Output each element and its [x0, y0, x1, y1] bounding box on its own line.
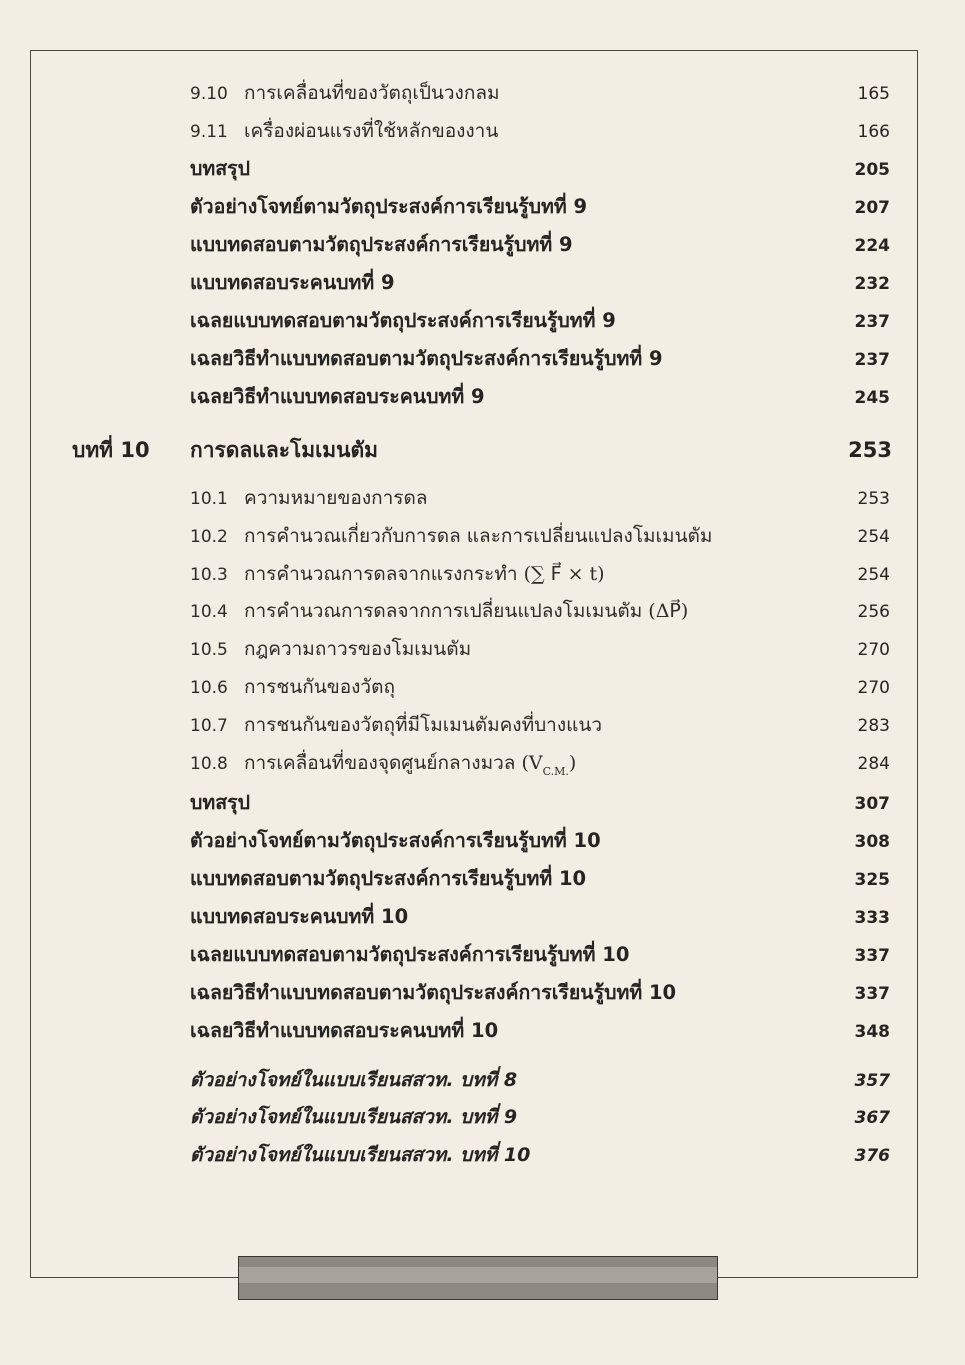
- section-number: 10.4: [190, 602, 228, 622]
- entry-title: การชนกันของวัตถุ: [244, 676, 395, 698]
- page-number: 284: [857, 754, 890, 774]
- entry-title: แบบทดสอบตามวัตถุประสงค์การเรียนรู้บทที่ 9: [190, 233, 573, 256]
- toc-entry-mixed-solutions-9[interactable]: [190, 381, 890, 411]
- toc-entry-9-10[interactable]: [190, 78, 890, 108]
- toc-entry-10-1[interactable]: [190, 483, 890, 513]
- page-number: 165: [857, 84, 890, 104]
- entry-title: แบบทดสอบตามวัตถุประสงค์การเรียนรู้บทที่ 10: [190, 867, 587, 890]
- toc-entry-solutions-10[interactable]: [190, 977, 890, 1007]
- page-number: 253: [857, 489, 890, 509]
- page-number: 237: [854, 350, 890, 370]
- page-number: 254: [857, 565, 890, 585]
- entry-title: ความหมายของการดล: [244, 487, 428, 509]
- toc-entry-examples-10[interactable]: [190, 825, 890, 855]
- toc-entry-10-2[interactable]: [190, 521, 890, 551]
- page-number: 348: [854, 1022, 890, 1042]
- toc-entry-answers-9[interactable]: [190, 305, 890, 335]
- page-number: 325: [854, 870, 890, 890]
- entry-title: การเคลื่อนที่ของวัตถุเป็นวงกลม: [244, 82, 500, 104]
- entry-title: เฉลยแบบทดสอบตามวัตถุประสงค์การเรียนรู้บทที่ 9: [190, 309, 616, 332]
- entry-title: เฉลยวิธีทำแบบทดสอบตามวัตถุประสงค์การเรียนรู้บทที่ 10: [190, 981, 677, 1004]
- entry-title: ตัวอย่างโจทย์ตามวัตถุประสงค์การเรียนรู้บทที่ 10: [190, 829, 601, 852]
- toc-entry-9-11[interactable]: [190, 116, 890, 146]
- impulse-force-formula: (∑ F⃗ × t): [523, 563, 605, 585]
- page-number: 357: [854, 1071, 890, 1091]
- section-number: 10.7: [190, 716, 228, 736]
- section-number: 10.8: [190, 754, 228, 774]
- toc-entry-solutions-9[interactable]: [190, 343, 890, 373]
- toc-entry-mixed-solutions-10[interactable]: [190, 1015, 890, 1045]
- toc-entry-examples-9[interactable]: [190, 191, 890, 221]
- page-number: 308: [854, 832, 890, 852]
- entry-title: การชนกันของวัตถุที่มีโมเมนตัมคงที่บางแนว: [244, 714, 603, 736]
- entry-title: บทสรุป: [190, 157, 250, 180]
- toc-entry-textbook-10[interactable]: [190, 1140, 890, 1170]
- entry-title: ตัวอย่างโจทย์ตามวัตถุประสงค์การเรียนรู้บทที่ 9: [190, 195, 588, 218]
- page-number: 205: [854, 160, 890, 180]
- page-number: 256: [857, 602, 890, 622]
- toc-entry-summary-9[interactable]: [190, 153, 890, 183]
- chapter-label: บทที่ 10: [72, 438, 150, 462]
- page-number: 307: [854, 794, 890, 814]
- page-number: 254: [857, 527, 890, 547]
- section-number: 9.10: [190, 84, 228, 104]
- toc-chapter-10[interactable]: [72, 434, 892, 464]
- chapter-title: การดลและโมเมนตัม: [190, 438, 378, 462]
- page-number: 283: [857, 716, 890, 736]
- section-number: 10.6: [190, 678, 228, 698]
- page-number: 376: [854, 1146, 890, 1166]
- entry-title: แบบทดสอบระคนบทที่ 9: [190, 271, 395, 294]
- entry-title: การคำนวณการดลจากการเปลี่ยนแปลงโมเมนตัม: [244, 600, 643, 622]
- section-number: 9.11: [190, 122, 228, 142]
- toc-entry-mixed-tests-10[interactable]: [190, 901, 890, 931]
- page-number: 333: [854, 908, 890, 928]
- decorative-tab: [238, 1256, 718, 1300]
- toc-entry-tests-10[interactable]: [190, 863, 890, 893]
- page-number: 337: [854, 984, 890, 1004]
- toc-entry-10-3[interactable]: [190, 559, 890, 589]
- page-number: 232: [854, 274, 890, 294]
- toc-entry-textbook-9[interactable]: [190, 1102, 890, 1132]
- entry-title: เฉลยวิธีทำแบบทดสอบตามวัตถุประสงค์การเรียนรู้บทที่ 9: [190, 347, 663, 370]
- entry-title: ตัวอย่างโจทย์ในแบบเรียนสสวท. บทที่ 9: [190, 1106, 518, 1128]
- toc-entry-answers-10[interactable]: [190, 939, 890, 969]
- toc-entry-summary-10[interactable]: [190, 787, 890, 817]
- toc-entry-tests-9[interactable]: [190, 229, 890, 259]
- section-number: 10.5: [190, 640, 228, 660]
- toc-entry-10-6[interactable]: [190, 672, 890, 702]
- toc-entry-10-7[interactable]: [190, 710, 890, 740]
- page-number: 224: [854, 236, 890, 256]
- entry-title: แบบทดสอบระคนบทที่ 10: [190, 905, 409, 928]
- toc-entry-10-5[interactable]: [190, 634, 890, 664]
- entry-title: ตัวอย่างโจทย์ในแบบเรียนสสวท. บทที่ 10: [190, 1144, 531, 1166]
- entry-title: การเคลื่อนที่ของจุดศูนย์กลางมวล: [244, 752, 516, 774]
- entry-title: เครื่องผ่อนแรงที่ใช้หลักของงาน: [244, 120, 499, 142]
- page-number: 207: [854, 198, 890, 218]
- entry-title: บทสรุป: [190, 791, 250, 814]
- entry-title: การคำนวณการดลจากแรงกระทำ: [244, 563, 518, 585]
- center-of-mass-formula: $(V_{C.M.})$: [521, 752, 577, 778]
- page-number: 237: [854, 312, 890, 332]
- entry-title: การคำนวณเกี่ยวกับการดล และการเปลี่ยนแปลงโมเมนตัม: [244, 525, 713, 547]
- entry-title: เฉลยวิธีทำแบบทดสอบระคนบทที่ 10: [190, 1019, 499, 1042]
- entry-title: เฉลยแบบทดสอบตามวัตถุประสงค์การเรียนรู้บทที่ 10: [190, 943, 630, 966]
- page-number: 367: [854, 1108, 890, 1128]
- section-number: 10.3: [190, 565, 228, 585]
- page-number: 166: [857, 122, 890, 142]
- section-number: 10.2: [190, 527, 228, 547]
- toc-entry-mixed-tests-9[interactable]: [190, 267, 890, 297]
- toc-entry-textbook-8[interactable]: [190, 1065, 890, 1095]
- momentum-change-formula: (ΔP⃗): [648, 600, 689, 622]
- page-number: 270: [857, 678, 890, 698]
- page-number: 270: [857, 640, 890, 660]
- page-number: 245: [854, 388, 890, 408]
- page-number: 253: [848, 438, 892, 462]
- entry-title: เฉลยวิธีทำแบบทดสอบระคนบทที่ 9: [190, 385, 485, 408]
- toc-entry-10-8[interactable]: [190, 748, 890, 778]
- cm-subscript: C.M.: [542, 765, 569, 778]
- section-number: 10.1: [190, 489, 228, 509]
- entry-title: กฎความถาวรของโมเมนตัม: [244, 638, 472, 660]
- toc-entry-10-4[interactable]: [190, 596, 890, 626]
- page-number: 337: [854, 946, 890, 966]
- entry-title: ตัวอย่างโจทย์ในแบบเรียนสสวท. บทที่ 8: [190, 1069, 518, 1091]
